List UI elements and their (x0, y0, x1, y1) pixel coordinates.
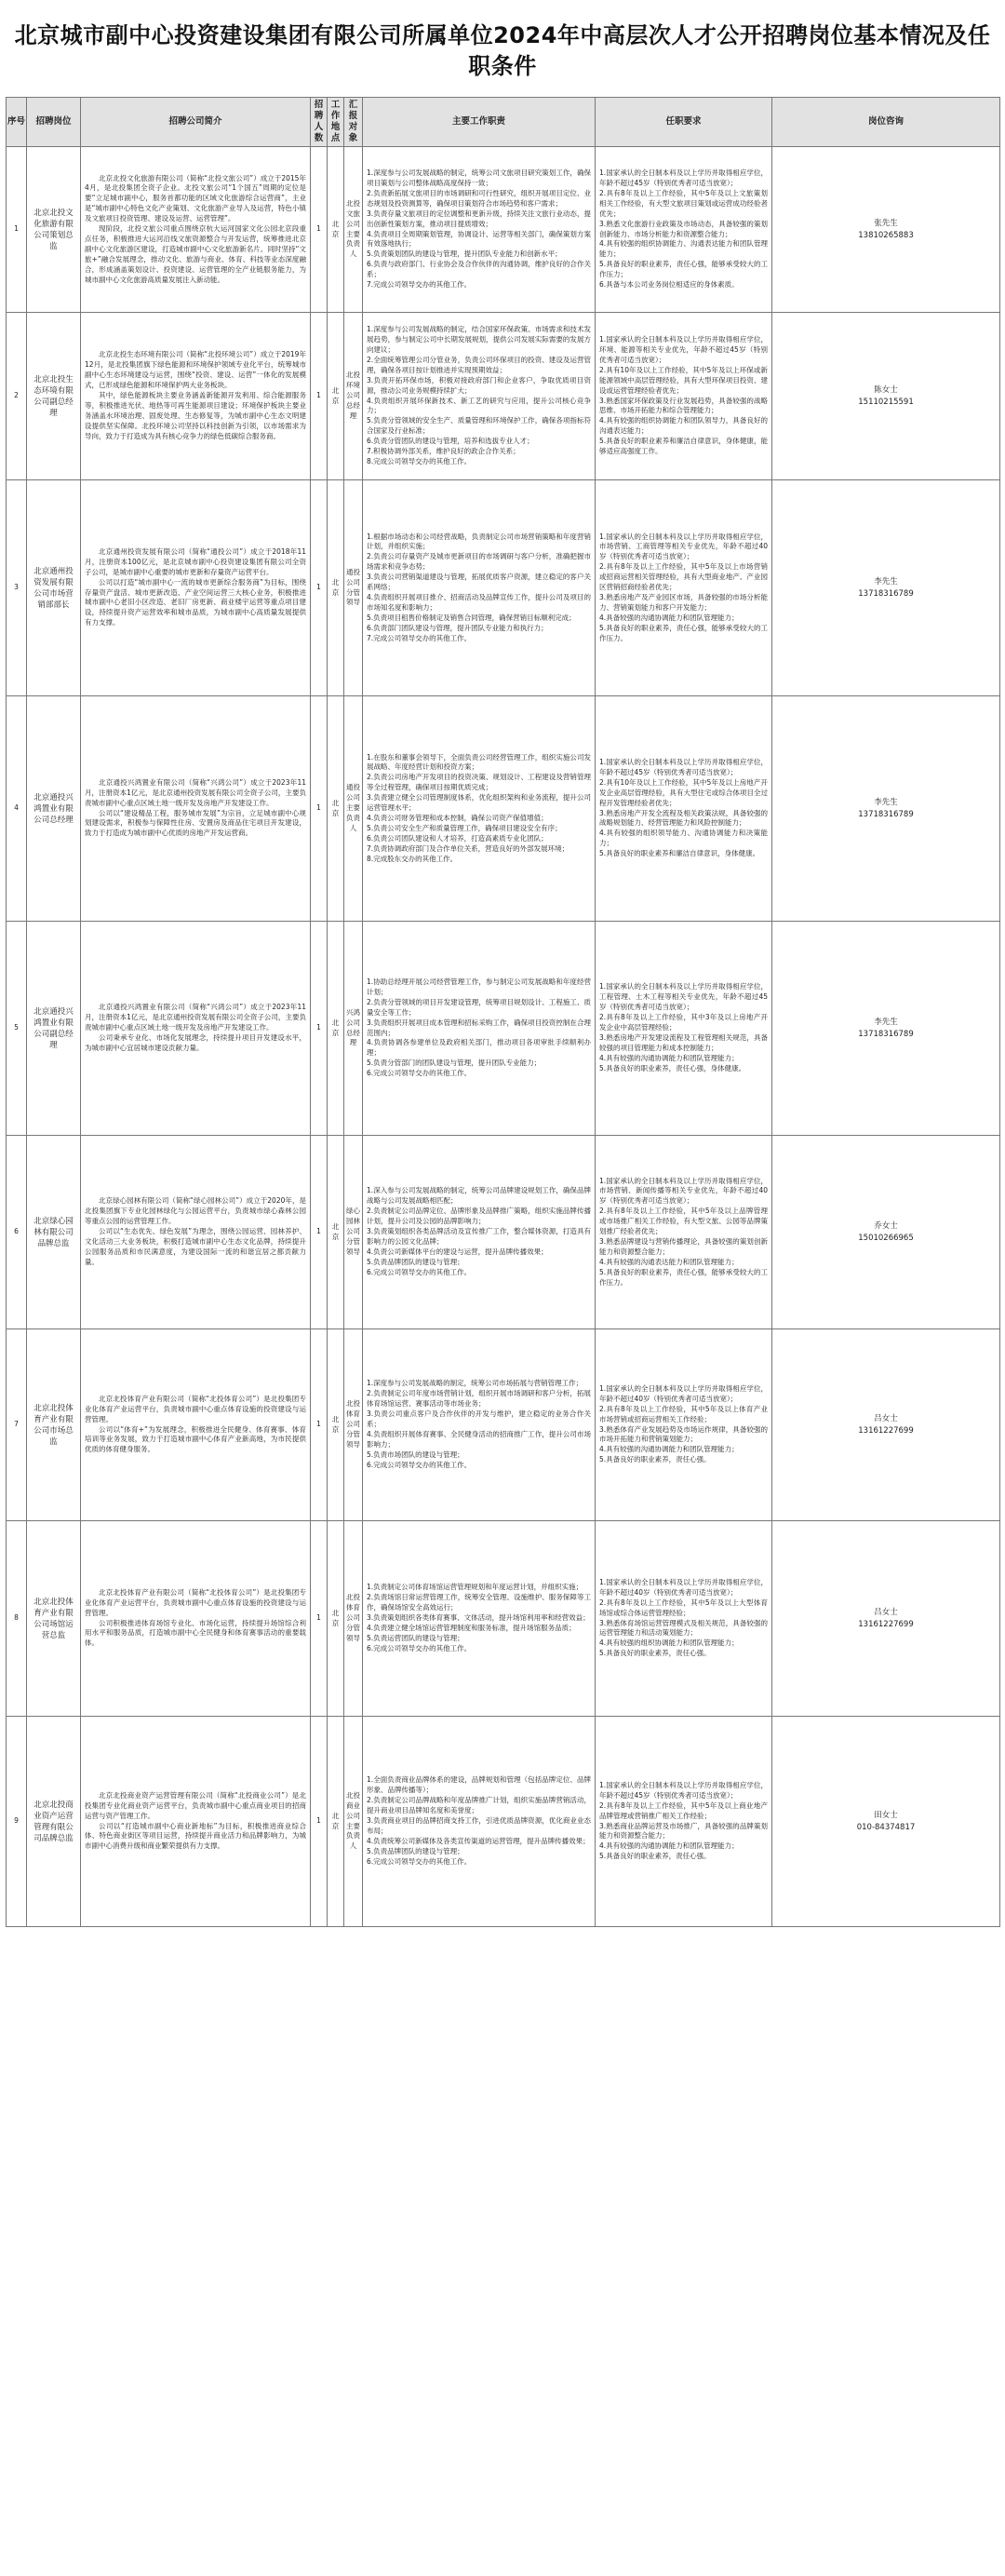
requirement-item: 1.国家承认的全日制本科及以上学历并取得相应学位，工程管理、土木工程等相关专业优先，年龄不超过45岁（特别优秀者可适当放宽）； (599, 982, 768, 1012)
contact-phone: 15010266965 (858, 1233, 914, 1243)
intro-paragraph: 北京通投兴鸿置业有限公司（简称“兴鸿公司”）成立于2023年11月，注册资本1亿元，是北京通州投资发展有限公司全资子公司，主要负责城市副中心重点区域土地一级开发及房地产开发建设工作。 (85, 1003, 306, 1032)
company-intro (81, 1329, 311, 1521)
header-row (7, 98, 1000, 147)
duty-item: 3.负责存量文旅项目的定位调整和更新升级，持续关注文旅行业动态，提出创新性策划方案，推动项目提质增效； (367, 209, 591, 228)
intro-paragraph: 现阶段，北投文旅公司重点围绕京杭大运河国家文化公园北京段重点任务，积极推进大运河沿线文旅资源整合与开发运营，统筹推进北京副中心文化旅游区建设，打造城市副中心文化旅游新名片。同时坚持“文旅+”融合发展理念，推动文化、旅游与商业、体育、科技等业态深度融合，形成涵盖策划设计、投资建设、运营管理的全产业链服务能力，为城市副中心文化旅游高质量发展注入新动能。 (85, 224, 306, 284)
intro-paragraph: 公司以“建设精品工程，服务城市发展”为宗旨，立足城市副中心规划建设需求，积极参与保障性住房、安置房及商品住宅项目开发建设，致力于打造成为城市副中心优质的房地产开发运营商。 (85, 808, 306, 838)
hire-count: 1 (311, 1521, 328, 1717)
contact-phone: 13810265883 (858, 230, 914, 240)
table-row (7, 313, 1000, 480)
contact-phone: 010-84374817 (856, 1822, 916, 1832)
requirement-item: 1.国家承认的全日制本科及以上学历并取得相应学位，年龄不超过40岁（特别优秀者可适当放宽）； (599, 1577, 768, 1597)
requirement-item: 3.熟悉体育产业发展趋势及市场运作规律，具备较强的市场开拓能力和营销策划能力； (599, 1424, 768, 1444)
duty-item: 1.深度参与公司发展战略的制定，统筹公司文旅项目研究策划工作，确保项目策划与公司整体战略高度保持一致； (367, 169, 591, 187)
main-duties (363, 1136, 596, 1329)
requirement-item: 5.具备良好的职业素养，责任心强，能够承受较大的工作压力； (599, 260, 768, 279)
duty-item: 5.负责市场团队的建设与管理； (367, 1450, 464, 1459)
duty-item: 1.协助总经理开展公司经营管理工作，参与制定公司发展战略和年度经营计划； (367, 977, 591, 996)
requirement-item: 3.熟悉房地产开发建设流程及工程管理相关规范，具备较强的项目管理能力和成本控制能力； (599, 1032, 768, 1052)
requirement-item: 5.具备良好的职业素养，责任心强，身体健康。 (599, 1063, 746, 1072)
intro-paragraph: 北京北投体育产业有限公司（简称“北投体育公司”）是北投集团专业化体育产业运营平台，负责城市副中心重点体育设施的投资建设与运营管理。 (85, 1394, 306, 1423)
main-duties (363, 313, 596, 480)
hire-count: 1 (311, 313, 328, 480)
header-col-requirements: 任职要求 (596, 98, 772, 147)
contact-info (772, 147, 1000, 313)
job-requirements (596, 696, 772, 922)
header-col-duties: 主要工作职责 (363, 98, 596, 147)
hire-count: 1 (311, 1136, 328, 1329)
main-duties (363, 696, 596, 922)
work-location: 北京 (328, 1329, 344, 1521)
duty-item: 1.深入参与公司发展战略的制定，统筹公司品牌建设规划工作，确保品牌战略与公司发展战略相匹配； (367, 1186, 591, 1206)
table-row (7, 1329, 1000, 1521)
contact-info (772, 1329, 1000, 1521)
duty-item: 6.负责分管团队的建设与管理，培养和选拔专业人才； (367, 437, 534, 446)
duty-item: 6.完成公司领导交办的其他工作。 (367, 1643, 472, 1652)
main-duties (363, 1717, 596, 1927)
position-name: 北京北投文化旅游有限公司策划总监 (27, 147, 81, 313)
requirement-item: 5.具备良好的职业素养和廉洁自律意识，身体健康。 (599, 849, 760, 858)
contact-name: 李先生 (874, 576, 898, 587)
duty-item: 3.负责建立健全公司管理制度体系，优化组织架构和业务流程，提升公司运营管理水平； (367, 793, 591, 813)
company-intro (81, 313, 311, 480)
position-name: 北京绿心园林有限公司品牌总监 (27, 1136, 81, 1329)
duty-item: 3.负责开拓环保市场，积极对接政府部门和企业客户，争取优质项目资源，推动公司业务规模持续扩大； (367, 375, 591, 395)
contact-phone: 13161227699 (858, 1425, 914, 1436)
requirement-item: 4.具有较强的沟通协调能力和团队管理能力； (599, 1445, 739, 1454)
requirement-item: 4.具备较强的沟通协调能力和团队管理能力； (599, 613, 739, 622)
table-body (7, 147, 1000, 1927)
report-to: 北投环境公司总经理 (344, 313, 363, 480)
hire-count: 1 (311, 147, 328, 313)
table-header (7, 98, 1000, 147)
duty-item: 5.负责分管部门的团队建设与管理，提升团队专业能力； (367, 1059, 542, 1068)
requirement-item: 3.熟悉商业品牌运营及市场推广，具备较强的品牌策划能力和资源整合能力； (599, 1821, 768, 1841)
duty-item: 6.完成公司领导交办的其他工作。 (367, 1460, 472, 1469)
duty-item: 3.负责公司重点客户及合作伙伴的开发与维护，建立稳定的业务合作关系； (367, 1409, 591, 1429)
row-seq: 2 (7, 313, 27, 480)
duty-item: 2.负责分管领域的项目开发建设管理，统筹项目规划设计、工程施工、质量安全等工作； (367, 997, 591, 1017)
duty-item: 4.负责公司财务管理和成本控制，确保公司资产保值增值； (367, 813, 548, 822)
intro-paragraph: 北京通州投资发展有限公司（简称“通投公司”）成立于2018年11月，注册资本100亿元，是北京城市副中心投资建设集团有限公司全资子公司，是城市副中心重要的城市更新和存量资产运营平台。 (85, 546, 306, 576)
work-location: 北京 (328, 1521, 344, 1717)
row-seq: 3 (7, 480, 27, 696)
duty-item: 7.完成公司领导交办的其他工作。 (367, 280, 472, 290)
requirement-item: 4.具有较强的沟通协调能力和团队管理能力； (599, 1841, 739, 1851)
job-requirements (596, 1329, 772, 1521)
requirement-item: 1.国家承认的全日制本科及以上学历并取得相应学位，环境、能源等相关专业优先，年龄不超过45岁（特别优秀者可适当放宽）； (599, 335, 768, 364)
hire-count: 1 (311, 922, 328, 1136)
job-requirements (596, 1136, 772, 1329)
duty-item: 1.深度参与公司发展战略的制定，统筹公司市场拓展与营销管理工作； (367, 1379, 583, 1388)
requirement-item: 2.具有8年及以上工作经验，其中5年及以上品牌管理或市场推广相关工作经验，有大型文旅、公园等品牌策划推广经验者优先； (599, 1207, 768, 1236)
table-row (7, 147, 1000, 313)
duty-item: 7.完成公司领导交办的其他工作。 (367, 633, 472, 642)
intro-paragraph: 北京北投商业资产运营管理有限公司（简称“北投商业公司”）是北投集团专业化商业资产运营平台，负责城市副中心重点商业项目的招商运营与资产管理工作。 (85, 1790, 306, 1820)
job-requirements (596, 1521, 772, 1717)
requirement-item: 1.国家承认的全日制本科及以上学历并取得相应学位，年龄不超过45岁（特别优秀者可适当放宽）； (599, 169, 768, 187)
duty-item: 4.负责组织开展环保新技术、新工艺的研究与应用，提升公司核心竞争力； (367, 396, 591, 415)
table-row (7, 696, 1000, 922)
requirement-item: 2.具有8年及以上工作经验，其中5年及以上文旅策划相关工作经验，有大型文旅项目策划或运营成功经验者优先； (599, 188, 768, 218)
position-name: 北京北投生态环境有限公司副总经理 (27, 313, 81, 480)
duty-item: 2.负责制定公司年度市场营销计划，组织开展市场调研和客户分析，拓展体育场馆运营、赛事活动等市场业务； (367, 1389, 591, 1409)
row-seq: 7 (7, 1329, 27, 1521)
contact-info (772, 1521, 1000, 1717)
duty-item: 1.全面负责商业品牌体系的建设，品牌规划和管理（包括品牌定位、品牌形象、品牌传播等）； (367, 1775, 591, 1795)
requirement-item: 4.具有较强的沟通表达能力和团队管理能力； (599, 1257, 739, 1266)
duty-item: 1.根据市场动态和公司经营战略，负责制定公司市场营销策略和年度营销计划，并组织实施； (367, 532, 591, 551)
company-intro (81, 147, 311, 313)
contact-phone: 13718316789 (858, 588, 914, 599)
position-name: 北京北投体育产业有限公司场馆运营总监 (27, 1521, 81, 1717)
duty-item: 1.深度参与公司发展战略的制定，结合国家环保政策、市场需求和技术发展趋势，参与制定公司中长期发展规划，提供公司发展实际需要的发展方向建议； (367, 325, 591, 354)
contact-name: 田女士 (874, 1810, 898, 1820)
contact-phone: 15110215591 (858, 397, 914, 407)
duty-item: 5.负责策划团队的建设与管理，提升团队专业能力和创新水平； (367, 250, 562, 259)
requirement-item: 4.具有较强的组织协调能力和团队管理能力； (599, 1639, 739, 1648)
requirement-item: 3.熟悉文化旅游行业政策及市场动态，具备较强的策划创新能力、市场分析能力和资源整合能力； (599, 219, 768, 238)
requirement-item: 1.国家承认的全日制本科及以上学历并取得相应学位，市场营销、新闻传播等相关专业优先，年龄不超过40岁（特别优秀者可适当放宽）； (599, 1176, 768, 1206)
requirement-item: 2.具有8年及以上工作经验，其中5年及以上商业地产品牌管理或营销推广相关工作经验； (599, 1801, 768, 1820)
work-location: 北京 (328, 1717, 344, 1927)
requirement-item: 3.熟悉房地产及产业园区市场，具备较强的市场分析能力、营销策划能力和客户开发能力； (599, 592, 768, 612)
intro-paragraph: 公司以“打造城市副中心商业新地标”为目标，积极推进商业综合体、特色商业街区等项目运营，持续提升商业活力和品牌影响力，为城市副中心消费升级和商业繁荣提供有力支撑。 (85, 1821, 306, 1851)
duty-item: 5.负责分管领域的安全生产、质量管理和环境保护工作，确保各项指标符合国家及行业标准； (367, 416, 591, 436)
duty-item: 6.完成公司领导交办的其他工作。 (367, 1856, 472, 1866)
duty-item: 2.负责公司房地产开发项目的投资决策、规划设计、工程建设及营销管理等全过程管理，确保项目按期优质完成； (367, 773, 591, 792)
duty-item: 2.负责场馆日常运营管理工作，统筹安全管理、设施维护、服务保障等工作，确保场馆安全高效运行； (367, 1593, 591, 1612)
row-seq: 6 (7, 1136, 27, 1329)
intro-paragraph: 北京绿心园林有限公司（简称“绿心园林公司”）成立于2020年，是北投集团旗下专业化园林绿化与公园运营平台，负责城市绿心森林公园等重点公园的运营管理工作。 (85, 1196, 306, 1226)
duty-item: 4.负责组织开展体育赛事、全民健身活动的招商推广工作，提升公司市场影响力； (367, 1429, 591, 1449)
duty-item: 7.负责协调政府部门及合作单位关系，营造良好的外部发展环境； (367, 843, 570, 853)
intro-paragraph: 北京北投生态环境有限公司（简称“北投环境公司”）成立于2019年12月，是北投集团旗下绿色能源和环境保护领域专业化平台，统筹城市副中心生态环境建设与运营，围绕“投资、建设、运营”一体化的发展模式，已形成绿色能源和环境保护两大业务板块。 (85, 350, 306, 390)
duty-item: 4.负责组织开展项目推介、招商活动及品牌宣传工作，提升公司及项目的市场知名度和影响力； (367, 592, 591, 612)
company-intro (81, 1717, 311, 1927)
row-seq: 8 (7, 1521, 27, 1717)
duty-item: 2.负责制定公司品牌战略和年度品牌推广计划，组织实施品牌营销活动，提升商业项目品牌知名度和美誉度； (367, 1796, 591, 1815)
work-location: 北京 (328, 696, 344, 922)
contact-name: 李先生 (874, 797, 898, 807)
duty-item: 2.负责公司存量资产及城市更新项目的市场调研与客户分析，准确把握市场需求和竞争态势； (367, 552, 591, 572)
duty-item: 5.负责公司安全生产和质量管理工作，确保项目建设安全有序； (367, 823, 562, 832)
requirement-item: 2.具有8年及以上工作经验，其中5年及以上大型体育场馆或综合体运营管理经验； (599, 1598, 768, 1617)
main-duties (363, 147, 596, 313)
duty-item: 3.负责策划组织各类品牌活动及宣传推广工作，整合媒体资源，打造具有影响力的公园文化品牌； (367, 1227, 591, 1246)
intro-paragraph: 其中，绿色能源板块主要业务涵盖新能源开发利用、综合能源服务等，积极推进光伏、地热等可再生能源项目建设；环境保护板块主要业务涵盖水环境治理、固废处理、生态修复等，为城市副中心生态文明建设提供坚实保障。北投环境公司坚持以科技创新为引领，以市场需求为导向，致力于打造成为具有核心竞争力的绿色低碳综合服务商。 (85, 391, 306, 440)
row-seq: 9 (7, 1717, 27, 1927)
contact-name: 李先生 (874, 1017, 898, 1027)
duty-item: 1.负责制定公司体育场馆运营管理规划和年度运营计划，并组织实施； (367, 1583, 583, 1592)
recruitment-table (6, 97, 1000, 1927)
company-intro (81, 922, 311, 1136)
contact-info (772, 313, 1000, 480)
position-name: 北京通州投资发展有限公司市场营销部部长 (27, 480, 81, 696)
duty-item: 7.积极协调外部关系，维护良好的政企合作关系； (367, 447, 520, 456)
job-requirements (596, 147, 772, 313)
requirement-item: 5.具备良好的职业素养，责任心强。 (599, 1455, 711, 1464)
position-name: 北京北投商业资产运营管理有限公司品牌总监 (27, 1717, 81, 1927)
requirement-item: 2.具有8年及以上工作经验，其中5年及以上体育产业市场营销或招商运营相关工作经验； (599, 1404, 768, 1423)
requirement-item: 2.具有10年及以上工作经验，其中5年及以上环保或新能源领域中高层管理经验，具有大型环保项目投资、建设或运营管理经验者优先； (599, 365, 768, 395)
company-intro (81, 480, 311, 696)
header-col-report: 汇报对象 (344, 98, 363, 147)
job-requirements (596, 1717, 772, 1927)
duty-item: 3.负责组织开展项目成本管理和招标采购工作，确保项目投资控制在合理范围内； (367, 1018, 591, 1037)
work-location: 北京 (328, 1136, 344, 1329)
header-col-seq: 序号 (7, 98, 27, 147)
requirement-item: 1.国家承认的全日制本科及以上学历并取得相应学位，市场营销、工商管理等相关专业优先，年龄不超过40岁（特别优秀者可适当放宽）； (599, 532, 768, 561)
requirement-item: 1.国家承认的全日制本科及以上学历并取得相应学位，年龄不超过40岁（特别优秀者可适当放宽）； (599, 1383, 768, 1403)
company-intro (81, 1136, 311, 1329)
duty-item: 3.负责公司营销渠道建设与管理，拓展优质客户资源，建立稳定的客户关系网络； (367, 573, 591, 592)
job-requirements (596, 922, 772, 1136)
intro-paragraph: 北京北投文化旅游有限公司（简称“北投文旅公司”）成立于2015年4月，是北投集团全资子企业。北投文旅公司“1个国五”周期的定位是要“立足城市副中心，服务首都功能的区域文化旅游综合运营商”，主业是“城市副中心特色文化产业策划、文化旅游产业导入及运营，特色小镇及文旅项目投资管理、建设及运营、运营管理”。 (85, 173, 306, 223)
contact-name: 乔女士 (874, 1221, 898, 1231)
row-seq: 4 (7, 696, 27, 922)
intro-paragraph: 北京北投体育产业有限公司（简称“北投体育公司”）是北投集团专业化体育产业运营平台，负责城市副中心重点体育设施的投资建设与运营管理。 (85, 1587, 306, 1617)
requirement-item: 2.具有8年及以上工作经验，其中5年及以上市场营销或招商运营相关管理经验，具有大型商业地产、产业园区营销招商经验者优先； (599, 562, 768, 592)
contact-info (772, 1136, 1000, 1329)
header-col-count: 招聘人数 (311, 98, 328, 147)
duty-item: 4.负责协调各参建单位及政府相关部门，推动项目各项审批手续顺利办理； (367, 1038, 591, 1058)
requirement-item: 6.具备与本公司业务岗位相适应的身体素质。 (599, 280, 739, 290)
work-location: 北京 (328, 480, 344, 696)
contact-info (772, 696, 1000, 922)
intro-paragraph: 公司以“生态优先、绿色发展”为理念，围绕公园运营、园林养护、文化活动三大业务板块，积极打造城市副中心生态文化品牌，持续提升公园服务品质和市民满意度，为建设国际一流的和谐宜居之都贡献力量。 (85, 1227, 306, 1266)
requirement-item: 3.熟悉房地产开发全流程及相关政策法规，具备较强的战略规划能力、经营管理能力和风险控制能力； (599, 808, 768, 828)
report-to: 北投商业公司主要负责人 (344, 1717, 363, 1927)
requirement-item: 5.具备良好的职业素养，责任心强。 (599, 1649, 711, 1658)
duty-item: 8.完成公司领导交办的其他工作。 (367, 456, 472, 465)
header-col-intro: 招聘公司简介 (81, 98, 311, 147)
header-col-location: 工作地点 (328, 98, 344, 147)
row-seq: 5 (7, 922, 27, 1136)
duty-item: 6.完成公司领导交办的其他工作。 (367, 1267, 472, 1276)
requirement-item: 1.国家承认的全日制本科及以上学历并取得相应学位，年龄不超过45岁（特别优秀者可适当放宽）； (599, 1780, 768, 1800)
position-name: 北京北投体育产业有限公司市场总监 (27, 1329, 81, 1521)
duty-item: 8.完成股东交办的其他工作。 (367, 854, 458, 863)
duty-item: 4.负责公司新媒体平台的建设与运营，提升品牌传播效果； (367, 1247, 548, 1256)
hire-count: 1 (311, 480, 328, 696)
duty-item: 6.负责部门团队建设与管理，提升团队专业能力和执行力； (367, 623, 548, 632)
job-requirements (596, 313, 772, 480)
table-row (7, 1717, 1000, 1927)
company-intro (81, 1521, 311, 1717)
requirement-item: 4.具有较强的沟通协调能力和团队管理能力； (599, 1053, 739, 1062)
requirement-item: 3.熟悉品牌建设与营销传播理论，具备较强的策划创新能力和资源整合能力； (599, 1236, 768, 1256)
requirement-item: 3.熟悉国家环保政策及行业发展趋势，具备较强的战略思维、市场开拓能力和综合管理能力； (599, 396, 768, 415)
duty-item: 4.负责统筹公司新媒体及各类宣传渠道的运营管理，提升品牌传播效果； (367, 1836, 590, 1845)
requirement-item: 5.具备良好的职业素养，责任心强。 (599, 1852, 711, 1861)
table-row (7, 922, 1000, 1136)
contact-info (772, 922, 1000, 1136)
header-col-position: 招聘岗位 (27, 98, 81, 147)
report-to: 北投体育公司分管领导 (344, 1521, 363, 1717)
intro-paragraph: 公司以“体育+”为发展理念，积极推进全民健身、体育赛事、体育培训等业务发展，致力于打造城市副中心体育产业新高地，为市民提供优质的体育健身服务。 (85, 1424, 306, 1454)
intro-paragraph: 公司积极推进体育场馆专业化、市场化运营，持续提升场馆综合利用水平和服务品质，打造城市副中心全民健身和体育赛事活动的重要载体。 (85, 1618, 306, 1648)
requirement-item: 1.国家承认的全日制本科及以上学历并取得相应学位，年龄不超过45岁（特别优秀者可适当放宽）； (599, 757, 768, 776)
duty-item: 4.负责建立健全场馆运营管理制度和服务标准，提升场馆服务品质； (367, 1623, 576, 1632)
duty-item: 5.负责项目租售价格制定及销售合同管理，确保营销目标顺利完成； (367, 613, 576, 622)
header-col-contact: 岗位咨询 (772, 98, 1000, 147)
contact-phone: 13718316789 (858, 1029, 914, 1039)
contact-info (772, 480, 1000, 696)
table-row (7, 480, 1000, 696)
hire-count: 1 (311, 696, 328, 922)
company-intro (81, 696, 311, 922)
contact-info (772, 1717, 1000, 1927)
duty-item: 2.负责新拓展文旅项目的市场调研和可行性研究，组织开展项目定位、业态规划及投资测算等，确保项目策划符合市场趋势和客户需求； (367, 188, 591, 208)
requirement-item: 4.具有较强的组织领导能力、沟通协调能力和决策能力； (599, 829, 768, 848)
requirement-item: 3.熟悉体育场馆运营管理模式及相关规范，具备较强的运营管理能力和活动策划能力； (599, 1618, 768, 1638)
contact-name: 陈女士 (874, 384, 898, 395)
contact-phone: 13718316789 (858, 809, 914, 819)
requirement-item: 4.具有较强的组织协调能力和团队领导力，具备良好的沟通表达能力； (599, 416, 768, 436)
report-to: 北投体育公司分管领导 (344, 1329, 363, 1521)
main-duties (363, 1329, 596, 1521)
work-location: 北京 (328, 147, 344, 313)
contact-name: 吕女士 (874, 1413, 898, 1423)
duty-item: 4.负责项目全周期策划管理，协调设计、运营等相关部门，确保策划方案有效落地执行； (367, 229, 591, 249)
contact-name: 吕女士 (874, 1607, 898, 1617)
duty-item: 5.负责品牌团队的建设与管理； (367, 1846, 464, 1855)
report-to: 通投公司主要负责人 (344, 696, 363, 922)
requirement-item: 2.具有10年及以上工作经验，其中5年及以上房地产开发企业高层管理经验，具有大型住宅或综合体项目全过程开发管理经验者优先； (599, 777, 768, 807)
duty-item: 6.完成公司领导交办的其他工作。 (367, 1069, 472, 1078)
duty-item: 5.负责运营团队的建设与管理； (367, 1633, 464, 1642)
position-name: 北京通投兴鸿置业有限公司总经理 (27, 696, 81, 922)
job-requirements (596, 480, 772, 696)
requirement-item: 4.具有较强的组织协调能力、沟通表达能力和团队管理能力； (599, 239, 768, 259)
work-location: 北京 (328, 922, 344, 1136)
report-to: 北投文旅公司主要负责人 (344, 147, 363, 313)
hire-count: 1 (311, 1717, 328, 1927)
duty-item: 3.负责策划组织各类体育赛事、文体活动，提升场馆利用率和经营效益； (367, 1613, 590, 1623)
duty-item: 2.全面统筹管理公司分管业务，负责公司环保项目的投资、建设及运营管理，确保各项目按计划推进并实现预期效益； (367, 355, 591, 374)
report-to: 兴鸿公司总经理 (344, 922, 363, 1136)
report-to: 通投公司分管领导 (344, 480, 363, 696)
duty-item: 5.负责品牌团队的建设与管理； (367, 1257, 464, 1266)
requirement-item: 5.具备良好的职业素养和廉洁自律意识，身体健康，能够适应高强度工作。 (599, 437, 768, 456)
position-name: 北京通投兴鸿置业有限公司副总经理 (27, 922, 81, 1136)
contact-name: 张先生 (874, 218, 898, 228)
duty-item: 2.负责制定公司品牌定位、品牌形象及品牌推广策略，组织实施品牌传播计划，提升公司及公园的品牌影响力； (367, 1207, 591, 1226)
requirement-item: 5.具备良好的职业素养，责任心强，能够承受较大的工作压力。 (599, 623, 768, 642)
main-duties (363, 922, 596, 1136)
main-duties (363, 1521, 596, 1717)
table-row (7, 1136, 1000, 1329)
contact-phone: 13161227699 (858, 1619, 914, 1629)
requirement-item: 2.具有8年及以上工作经验，其中3年及以上房地产开发企业中高层管理经验； (599, 1013, 768, 1032)
duty-item: 6.负责与政府部门、行业协会及合作伙伴的沟通协调，维护良好的合作关系； (367, 260, 591, 279)
requirement-item: 5.具备良好的职业素养，责任心强，能够承受较大的工作压力。 (599, 1267, 768, 1287)
intro-paragraph: 北京通投兴鸿置业有限公司（简称“兴鸿公司”）成立于2023年11月，注册资本1亿元，是北京通州投资发展有限公司全资子公司，主要负责城市副中心重点区域土地一级开发及房地产开发建设工作。 (85, 777, 306, 807)
duty-item: 3.负责商业项目的品牌招商支持工作，引进优质品牌资源，优化商业业态布局； (367, 1816, 591, 1835)
table-row (7, 1521, 1000, 1717)
intro-paragraph: 公司秉承专业化、市场化发展理念，持续提升项目开发建设水平，为城市副中心宜居城市建设贡献力量。 (85, 1032, 306, 1052)
duty-item: 1.在股东和董事会领导下，全面负责公司经营管理工作，组织实施公司发展战略、年度经营计划和投资方案； (367, 752, 591, 772)
work-location: 北京 (328, 313, 344, 480)
page-title: 北京城市副中心投资建设集团有限公司所属单位2024年中高层次人才公开招聘岗位基本情况及任职条件 (14, 22, 991, 79)
report-to: 绿心园林公司分管领导 (344, 1136, 363, 1329)
row-seq: 1 (7, 147, 27, 313)
intro-paragraph: 公司以打造“城市副中心一流的城市更新综合服务商”为目标，围绕存量资产盘活、城市更新改造、产业空间运营三大核心业务，积极推进城市副中心老旧小区改造、老旧厂房更新、商业楼宇运营等重点项目建设，持续提升资产运营效率和城市品质，为城市副中心高质量发展提供有力支撑。 (85, 577, 306, 627)
duty-item: 6.负责公司团队建设和人才培养，打造高素质专业化团队； (367, 833, 548, 843)
hire-count: 1 (311, 1329, 328, 1521)
main-duties (363, 480, 596, 696)
